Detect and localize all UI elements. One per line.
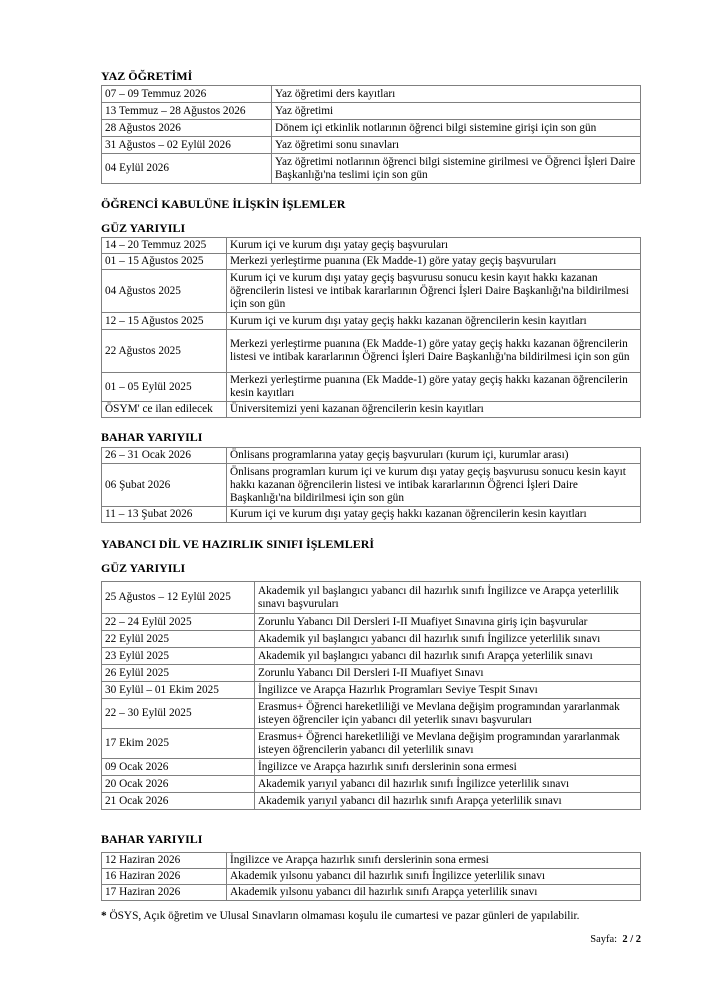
event-cell: Akademik yılsonu yabancı dil hazırlık sınıfı İngilizce yeterlilik sınavı [227, 869, 641, 885]
date-cell: ÖSYM' ce ilan edilecek [102, 402, 227, 418]
table-row [102, 648, 641, 665]
date-cell: 09 Ocak 2026 [102, 759, 255, 776]
event-cell: Akademik yarıyıl yabancı dil hazırlık sınıfı Arapça yeterlilik sınavı [255, 793, 641, 810]
event-cell: Yaz öğretimi ders kayıtları [272, 86, 641, 103]
event-cell: Kurum içi ve kurum dışı yatay geçiş hakkı kazanan öğrencilerin kesin kayıtları [227, 507, 641, 523]
date-cell: 01 – 15 Ağustos 2025 [102, 254, 227, 270]
date-cell: 04 Eylül 2026 [102, 154, 272, 184]
footnote-marker: * [101, 910, 107, 922]
page-number [590, 934, 641, 945]
event-cell: Merkezi yerleştirme puanına (Ek Madde-1) göre yatay geçiş başvuruları [227, 254, 641, 270]
table-language-spring [101, 852, 641, 901]
date-cell: 26 – 31 Ocak 2026 [102, 448, 227, 464]
date-cell: 12 – 15 Ağustos 2025 [102, 313, 227, 330]
event-cell: Kurum içi ve kurum dışı yatay geçiş başvuruları [227, 238, 641, 254]
date-cell: 14 – 20 Temmuz 2025 [102, 238, 227, 254]
date-cell: 04 Ağustos 2025 [102, 270, 227, 313]
date-cell: 26 Eylül 2025 [102, 665, 255, 682]
table-row [102, 330, 641, 373]
table-row [102, 120, 641, 137]
date-cell: 31 Ağustos – 02 Eylül 2026 [102, 137, 272, 154]
table-admission-spring [101, 447, 641, 523]
table-row [102, 402, 641, 418]
section-subtitle-fall: GÜZ YARIYILI [101, 221, 186, 235]
table-row [102, 631, 641, 648]
table-row [102, 103, 641, 120]
table-row [102, 137, 641, 154]
event-cell: Zorunlu Yabancı Dil Dersleri I-II Muafiyet Sınavına giriş için başvurular [255, 614, 641, 631]
table-language-fall [101, 581, 641, 810]
table-row [102, 885, 641, 901]
table-row [102, 270, 641, 313]
page-label: Sayfa: [590, 934, 618, 945]
event-cell: Merkezi yerleştirme puanına (Ek Madde-1) göre yatay geçiş hakkı kazanan öğrencilerin listesi ve intibak kararlarının Öğrenci İşleri Daire Başkanlığı'na bildirilmesi için son gün [227, 330, 641, 373]
table-admission-fall [101, 237, 641, 418]
event-cell: Önlisans programları kurum içi ve kurum dışı yatay geçiş başvurusu sonucu kesin kayıt hakkı kazanan öğrencilerin listesi ve intibak kararlarının Öğrenci İşleri Daire Başkanlığı'na bildirilmesi için son gün [227, 464, 641, 507]
table-row [102, 699, 641, 729]
page-value: 2 / 2 [622, 934, 641, 945]
section-title-summer: YAZ ÖĞRETİMİ [101, 69, 193, 83]
date-cell: 22 – 24 Eylül 2025 [102, 614, 255, 631]
event-cell: Zorunlu Yabancı Dil Dersleri I-II Muafiyet Sınavı [255, 665, 641, 682]
date-cell: 25 Ağustos – 12 Eylül 2025 [102, 582, 255, 614]
table-row [102, 582, 641, 614]
table-row [102, 869, 641, 885]
table-summer [101, 85, 641, 184]
date-cell: 17 Ekim 2025 [102, 729, 255, 759]
footnote-text: ÖSYS, Açık öğretim ve Ulusal Sınavların olmaması koşulu ile cumartesi ve pazar günleri de yapılabilir. [106, 910, 580, 922]
table-row [102, 238, 641, 254]
date-cell: 22 Eylül 2025 [102, 631, 255, 648]
section-subtitle-spring: BAHAR YARIYILI [101, 430, 203, 444]
section-title-admission: ÖĞRENCİ KABULÜNE İLİŞKİN İŞLEMLER [101, 197, 346, 211]
event-cell: Akademik yılsonu yabancı dil hazırlık sınıfı Arapça yeterlilik sınavı [227, 885, 641, 901]
date-cell: 11 – 13 Şubat 2026 [102, 507, 227, 523]
date-cell: 23 Eylül 2025 [102, 648, 255, 665]
table-row [102, 853, 641, 869]
section-subtitle-fall: GÜZ YARIYILI [101, 561, 186, 575]
section-title-language: YABANCI DİL VE HAZIRLIK SINIFI İŞLEMLERİ [101, 537, 375, 551]
table-row [102, 373, 641, 402]
table-row [102, 665, 641, 682]
table-row [102, 682, 641, 699]
event-cell: Kurum içi ve kurum dışı yatay geçiş hakkı kazanan öğrencilerin kesin kayıtları [227, 313, 641, 330]
date-cell: 16 Haziran 2026 [102, 869, 227, 885]
event-cell: Dönem içi etkinlik notlarının öğrenci bilgi sistemine girişi için son gün [272, 120, 641, 137]
event-cell: İngilizce ve Arapça hazırlık sınıfı derslerinin sona ermesi [255, 759, 641, 776]
table-row [102, 793, 641, 810]
table-row [102, 448, 641, 464]
event-cell: Erasmus+ Öğrenci hareketliliği ve Mevlana değişim programından yararlanmak isteyen öğrenciler için yabancı dil yeterlik sınavı başvuruları [255, 699, 641, 729]
event-cell: Erasmus+ Öğrenci hareketliliği ve Mevlana değişim programından yararlanmak isteyen öğrencilerin yabancı dil yeterlilik sınavı [255, 729, 641, 759]
date-cell: 30 Eylül – 01 Ekim 2025 [102, 682, 255, 699]
date-cell: 07 – 09 Temmuz 2026 [102, 86, 272, 103]
date-cell: 28 Ağustos 2026 [102, 120, 272, 137]
table-row [102, 507, 641, 523]
table-row [102, 614, 641, 631]
table-row [102, 254, 641, 270]
date-cell: 13 Temmuz – 28 Ağustos 2026 [102, 103, 272, 120]
event-cell: Akademik yıl başlangıcı yabancı dil hazırlık sınıfı İngilizce ve Arapça yeterlilik sınavı başvuruları [255, 582, 641, 614]
table-row [102, 313, 641, 330]
footnote [101, 909, 661, 923]
table-row [102, 154, 641, 184]
event-cell: Yaz öğretimi sonu sınavları [272, 137, 641, 154]
table-row [102, 86, 641, 103]
table-row [102, 464, 641, 507]
event-cell: İngilizce ve Arapça hazırlık sınıfı derslerinin sona ermesi [227, 853, 641, 869]
table-row [102, 776, 641, 793]
table-row [102, 759, 641, 776]
date-cell: 20 Ocak 2026 [102, 776, 255, 793]
section-subtitle-spring: BAHAR YARIYILI [101, 832, 203, 846]
event-cell: Merkezi yerleştirme puanına (Ek Madde-1) göre yatay geçiş hakkı kazanan öğrencilerin kesin kayıtları [227, 373, 641, 402]
document-body [101, 64, 641, 901]
event-cell: Kurum içi ve kurum dışı yatay geçiş başvurusu sonucu kesin kayıt hakkı kazanan öğrencilerin listesi ve intibak kararlarının Öğrenci İşleri Daire Başkanlığı'na bildirilmesi için son gün [227, 270, 641, 313]
date-cell: 17 Haziran 2026 [102, 885, 227, 901]
date-cell: 12 Haziran 2026 [102, 853, 227, 869]
event-cell: Yaz öğretimi notlarının öğrenci bilgi sistemine girilmesi ve Öğrenci İşleri Daire Başkanlığı'na teslimi için son gün [272, 154, 641, 184]
date-cell: 06 Şubat 2026 [102, 464, 227, 507]
event-cell: Akademik yarıyıl yabancı dil hazırlık sınıfı İngilizce yeterlilik sınavı [255, 776, 641, 793]
date-cell: 22 – 30 Eylül 2025 [102, 699, 255, 729]
event-cell: Üniversitemizi yeni kazanan öğrencilerin kesin kayıtları [227, 402, 641, 418]
event-cell: Akademik yıl başlangıcı yabancı dil hazırlık sınıfı İngilizce yeterlilik sınavı [255, 631, 641, 648]
date-cell: 22 Ağustos 2025 [102, 330, 227, 373]
event-cell: Önlisans programlarına yatay geçiş başvuruları (kurum içi, kurumlar arası) [227, 448, 641, 464]
table-row [102, 729, 641, 759]
date-cell: 01 – 05 Eylül 2025 [102, 373, 227, 402]
event-cell: İngilizce ve Arapça Hazırlık Programları Seviye Tespit Sınavı [255, 682, 641, 699]
event-cell: Akademik yıl başlangıcı yabancı dil hazırlık sınıfı Arapça yeterlilik sınavı [255, 648, 641, 665]
event-cell: Yaz öğretimi [272, 103, 641, 120]
date-cell: 21 Ocak 2026 [102, 793, 255, 810]
